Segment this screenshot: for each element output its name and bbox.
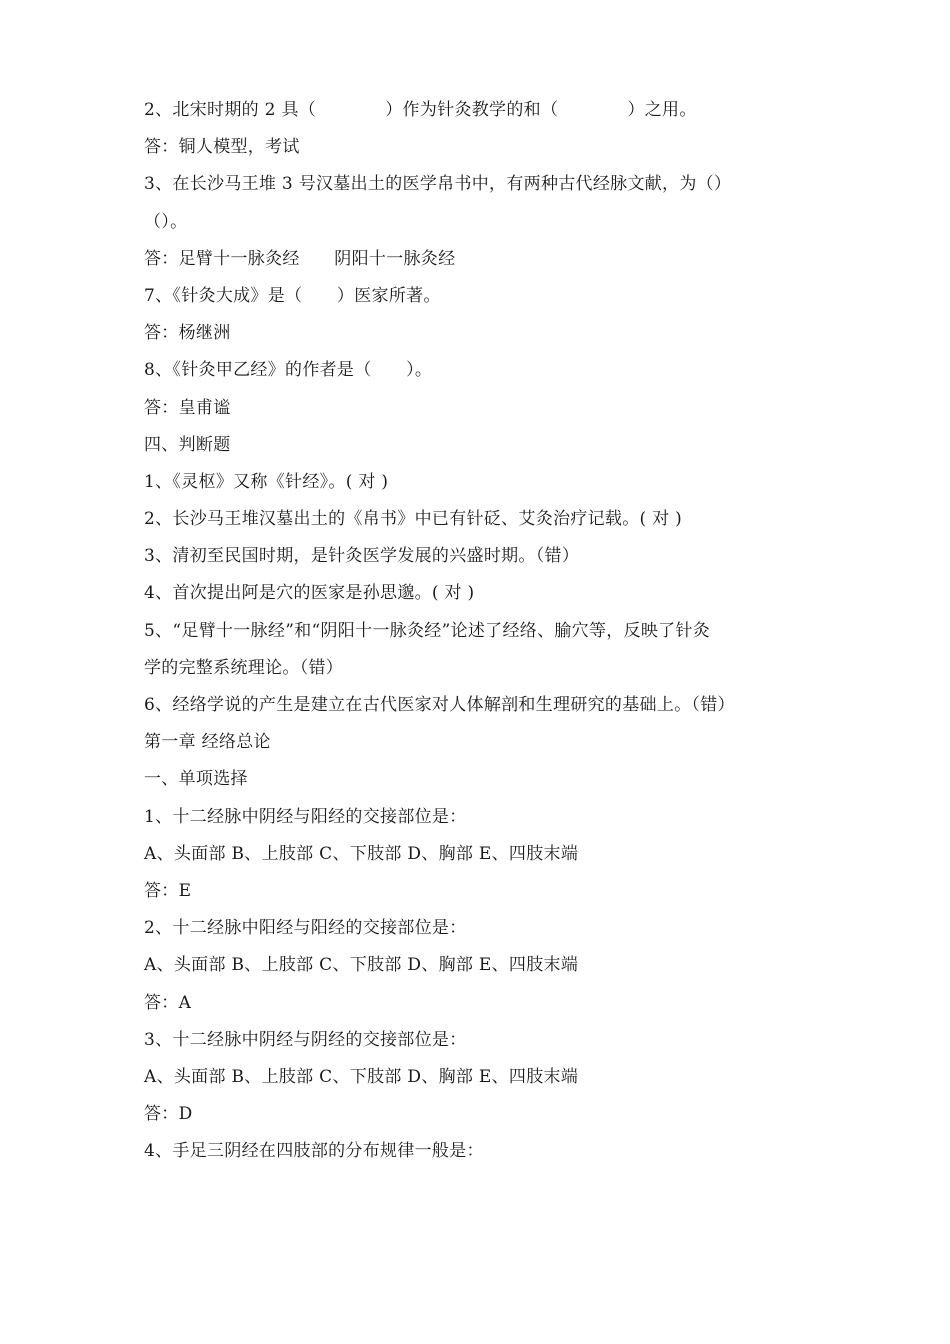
answer-text: 答：A — [144, 992, 192, 1013]
true-false-item: 3、清初至民国时期，是针灸医学发展的兴盛时期。（错） — [144, 546, 580, 567]
choice-options: A、头面部 B、上肢部 C、下肢部 D、胸部 E、四肢末端 — [144, 1066, 579, 1087]
answer-text: 答：D — [144, 1104, 193, 1125]
true-false-item-continued: 学的完整系统理论。（错） — [144, 657, 344, 678]
question-text: 8、《针灸甲乙经》的作者是（ ）。 — [144, 360, 433, 381]
question-text: 2、十二经脉中阳经与阳经的交接部位是： — [144, 918, 467, 939]
section-heading-single-choice: 一、单项选择 — [144, 769, 248, 790]
document-body — [144, 92, 824, 1170]
question-text: 1、十二经脉中阴经与阳经的交接部位是： — [144, 806, 467, 827]
question-text: 3、十二经脉中阴经与阴经的交接部位是： — [144, 1029, 467, 1050]
choice-options: A、头面部 B、上肢部 C、下肢部 D、胸部 E、四肢末端 — [144, 955, 579, 976]
question-text: 2、北宋时期的 2 具（ ）作为针灸教学的和（ ）之用。 — [144, 100, 697, 120]
true-false-item: 6、经络学说的产生是建立在古代医家对人体解剖和生理研究的基础上。（错） — [144, 695, 735, 715]
true-false-item: 5、“足臂十一脉经”和“阴阳十一脉灸经”论述了经络、腧穴等，反映了针灸 — [144, 620, 711, 641]
choice-options: A、头面部 B、上肢部 C、下肢部 D、胸部 E、四肢末端 — [144, 843, 579, 864]
chapter-heading: 第一章 经络总论 — [144, 732, 271, 753]
true-false-item: 1、《灵枢》又称《针经》。( 对 ) — [144, 471, 389, 492]
question-text: 7、《针灸大成》是（ ）医家所著。 — [144, 285, 441, 306]
question-text-continued: （）。 — [144, 211, 188, 232]
answer-text: 答：皇甫谧 — [144, 397, 231, 418]
answer-text: 答：铜人模型，考试 — [144, 137, 300, 158]
answer-text: 答：杨继洲 — [144, 323, 231, 344]
answer-text: 答：E — [144, 880, 192, 901]
true-false-item: 2、长沙马王堆汉墓出土的《帛书》中已有针砭、艾灸治疗记载。( 对 ) — [144, 509, 683, 530]
answer-text: 答：足臂十一脉灸经 阴阳十一脉灸经 — [144, 248, 456, 269]
question-text: 4、手足三阴经在四肢部的分布规律一般是： — [144, 1141, 484, 1162]
question-text: 3、在长沙马王堆 3 号汉墓出土的医学帛书中，有两种古代经脉文献，为（） — [144, 174, 732, 195]
section-heading-true-false: 四、判断题 — [144, 434, 231, 455]
true-false-item: 4、首次提出阿是穴的医家是孙思邈。( 对 ) — [144, 583, 475, 604]
